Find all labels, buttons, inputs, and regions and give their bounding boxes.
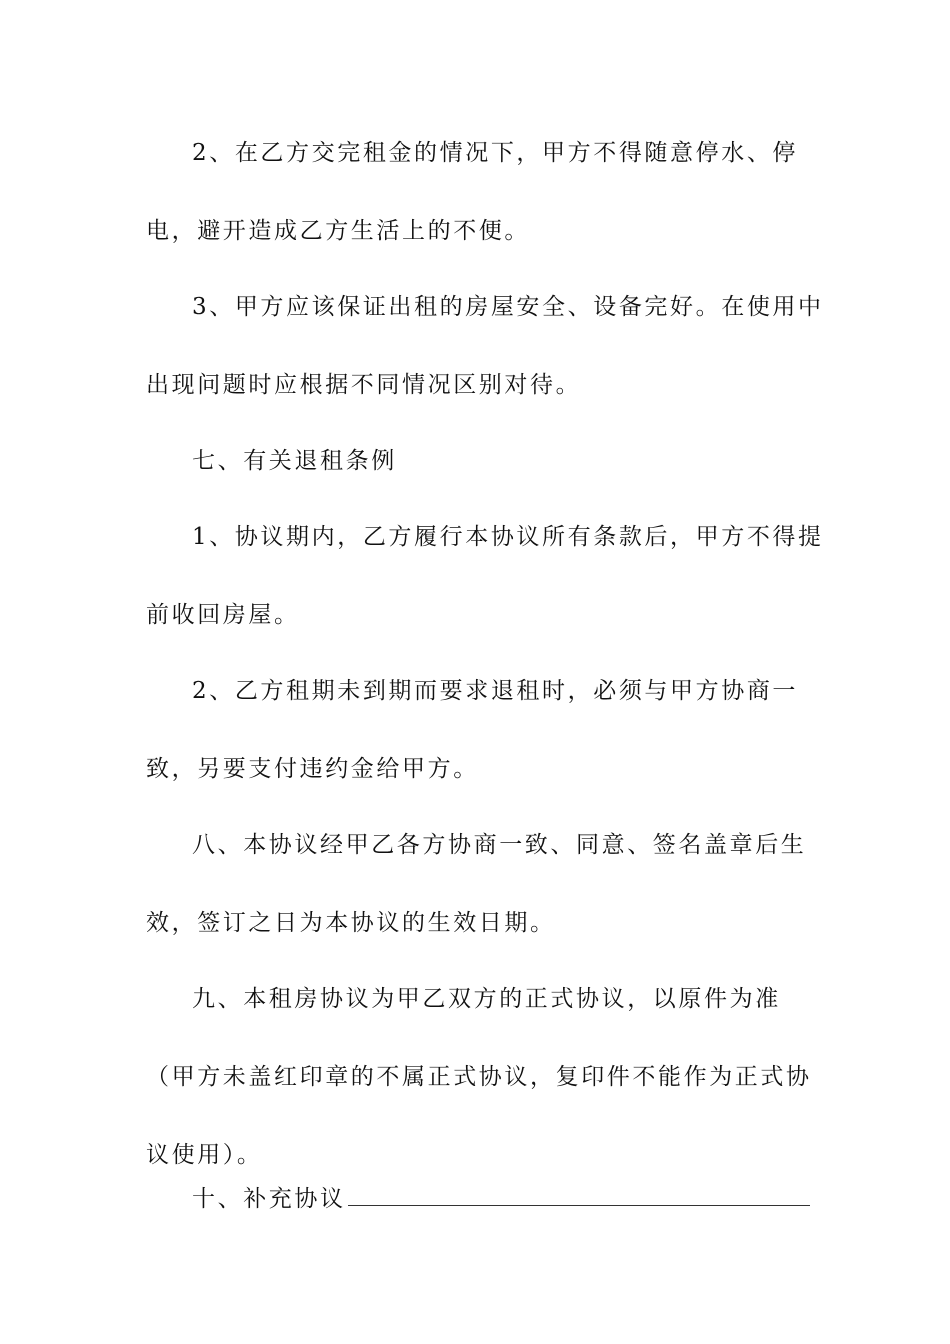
supplement-label: 十、补充协议 bbox=[192, 1186, 346, 1212]
supplement-agreement bbox=[146, 1160, 826, 1238]
clause-effective-date: 八、本协议经甲乙各方协商一致、同意、签名盖章后生效，签订之日为本协议的生效日期。 bbox=[146, 832, 807, 936]
supplement-blank-line[interactable] bbox=[348, 1179, 810, 1206]
section-heading-termination: 七、有关退租条例 bbox=[192, 448, 397, 474]
clause-utilities: 2、在乙方交完租金的情况下，甲方不得随意停水、停电，避开造成乙方生活上的不便。 bbox=[146, 140, 799, 244]
clause-early-termination: 2、乙方租期未到期而要求退租时，必须与甲方协商一致，另要支付违约金给甲方。 bbox=[146, 678, 799, 782]
clause-no-early-recall: 1、协议期内，乙方履行本协议所有条款后，甲方不得提前收回房屋。 bbox=[146, 524, 824, 628]
clause-house-safety: 3、甲方应该保证出租的房屋安全、设备完好。在使用中出现问题时应根据不同情况区别对待。 bbox=[146, 294, 824, 398]
clause-official-agreement: 九、本租房协议为甲乙双方的正式协议，以原件为准（甲方未盖红印章的不属正式协议，复印件不能作为正式协议使用）。 bbox=[146, 986, 812, 1168]
